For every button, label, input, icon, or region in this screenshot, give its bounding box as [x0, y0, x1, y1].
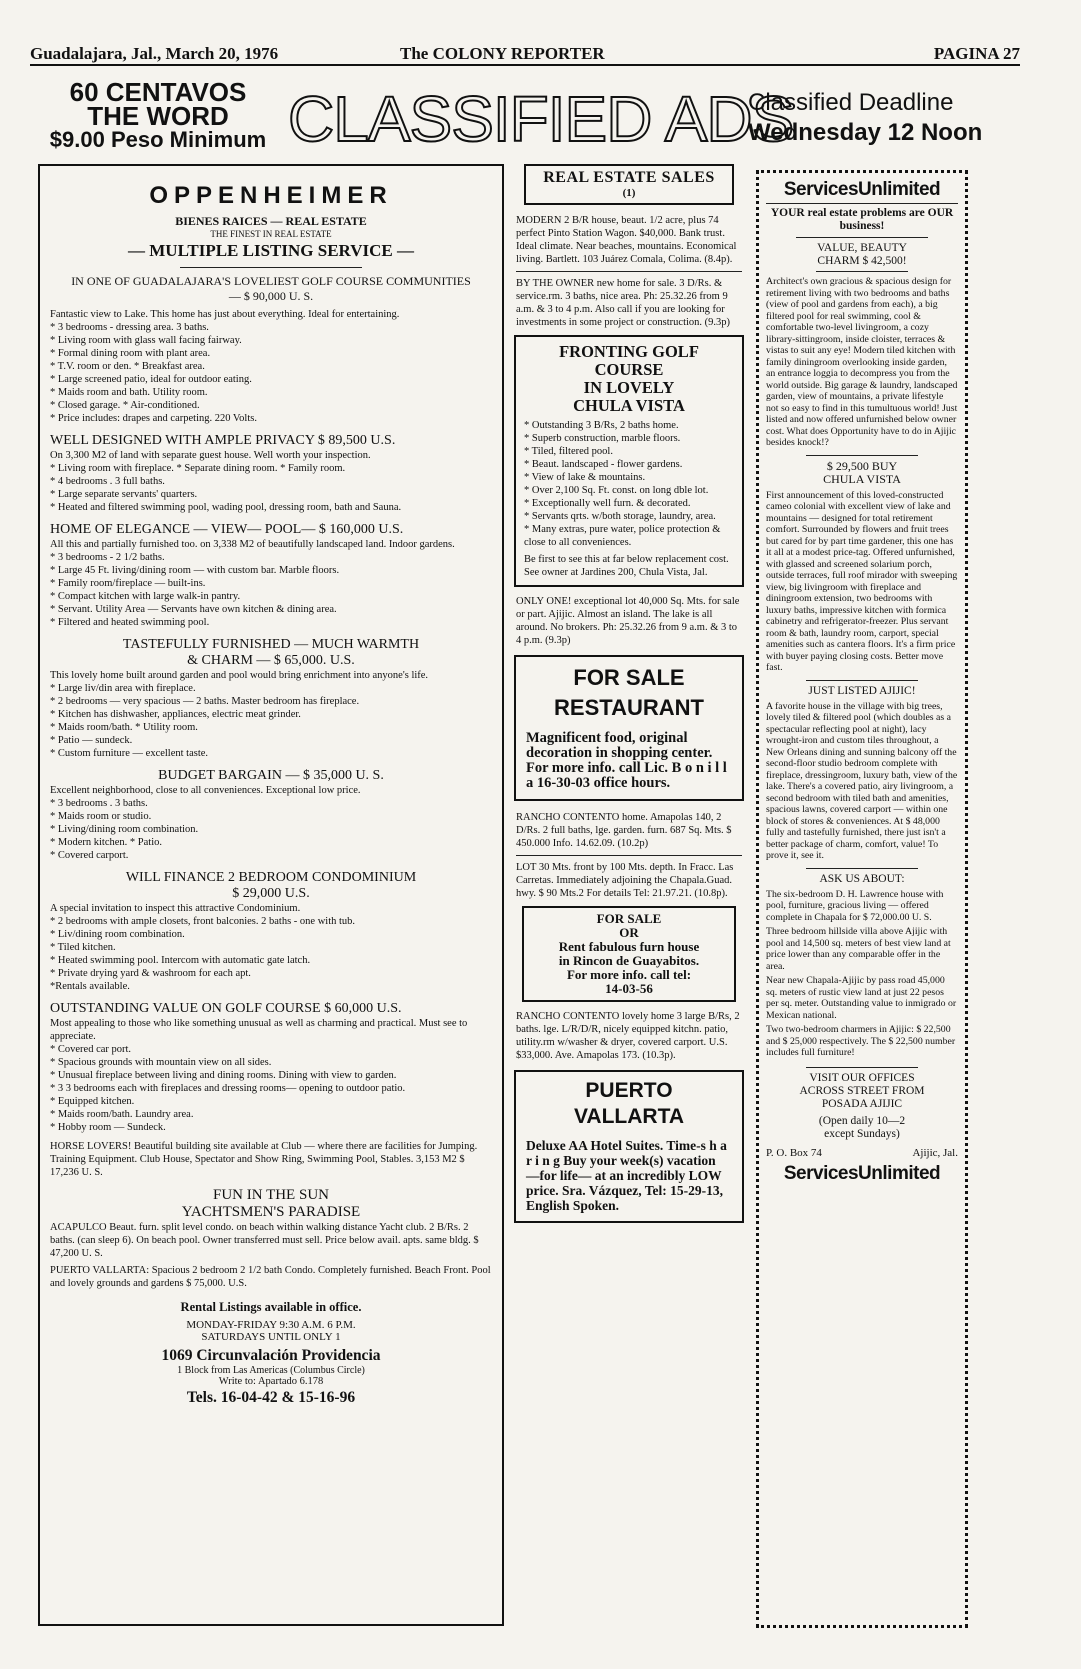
listing-1-heading: IN ONE OF GUADALAJARA'S LOVELIEST GOLF COURSE COMMUNITIES — $ 90,000 U. S. — [71, 274, 471, 303]
rate-line-2: THE WORD — [87, 101, 229, 131]
listing-7-heading: OUTSTANDING VALUE ON GOLF COURSE $ 60,000 U.S. — [50, 1001, 402, 1016]
listing-3-line: * Servant. Utility Area — Servants have own kitchen & dining area. — [50, 604, 337, 615]
restaurant-heading-2: RESTAURANT — [554, 695, 704, 720]
listing-1-line: * Closed garage. * Air-conditioned. — [50, 400, 200, 411]
listing-heading — [766, 242, 958, 268]
listing-5-line: * Modern kitchen. * Patio. — [50, 837, 162, 848]
listing-4-line: * Patio — sundeck. — [50, 735, 133, 746]
dateline: Guadalajara, Jal., March 20, 1976 — [30, 44, 279, 63]
listing-6-heading-a: WILL FINANCE 2 BEDROOM CONDOMINIUM — [125, 870, 417, 885]
agency-sub-1: BIENES RAICES — REAL ESTATE — [175, 214, 367, 228]
guayabitos-line: Rent fabulous furn house — [558, 939, 700, 954]
listing-8-heading-a: FUN IN THE SUN — [213, 1187, 329, 1203]
listing-4-heading-b: & CHARM — $ 65,000. U.S. — [187, 653, 355, 668]
golf-heading-line: CHULA VISTA — [573, 396, 685, 415]
listing-7-line: * Equipped kitchen. — [50, 1096, 135, 1107]
listing-6-heading-b: $ 29,000 U.S. — [232, 886, 310, 901]
classified-lot-carretas: LOT 30 Mts. front by 100 Mts. depth. In Fracc. Las Carretas. Immediately adjoining the Chapala.Guad. hwy. $ 90 Mts.2 For details Tel: 21.97.21. (10.8p). — [516, 862, 734, 899]
listing-3-line: * Large 45 Ft. living/dining room — with custom bar. Marble floors. — [50, 565, 340, 576]
timeshare-ad — [514, 1070, 744, 1223]
classified-rancho-contento-home: RANCHO CONTENTO home. Amapolas 140, 2 D/Rs. 2 full baths, lge. garden. furn. 687 Sq. Mts. $ 450.000 Info. 14.62.09. (10.2p) — [516, 812, 732, 849]
restaurant-ad — [514, 655, 744, 801]
golf-feature: * Tiled, filtered pool. — [524, 446, 613, 457]
agency-sub-2: THE FINEST IN REAL ESTATE — [210, 229, 332, 239]
listing-heading: ASK US ABOUT: — [819, 872, 905, 885]
section-number: (1) — [622, 187, 636, 199]
golf-feature: * Over 2,100 Sq. Ft. const. on long dble lot. — [524, 485, 709, 496]
listing-1-line: * 3 bedrooms - dressing area. 3 baths. — [50, 322, 209, 333]
listing-4-heading-a: TASTEFULLY FURNISHED — MUCH WARMTH — [122, 637, 420, 652]
listing-5-line: * Maids room or studio. — [50, 811, 152, 822]
middle-column — [512, 164, 746, 1634]
hours-weekday: MONDAY-FRIDAY 9:30 A.M. 6 P.M. — [186, 1319, 356, 1331]
listing-6-line: A special invitation to inspect this attractive Condominium. — [50, 903, 301, 914]
agency-slogan: YOUR real estate problems are OUR business! — [770, 207, 954, 232]
listing-2-body — [50, 449, 492, 514]
golf-feature: * Exceptionally well furn. & decorated. — [524, 498, 691, 509]
listing-2-line: * Living room with fireplace. * Separate dining room. * Family room. — [50, 463, 346, 474]
listing-5-line: * Living/dining room combination. — [50, 824, 199, 835]
page-number: PAGINA 27 — [933, 44, 1020, 63]
classified-modern-house: MODERN 2 B/R house, beaut. 1/2 acre, plus 74 perfect Pinto Station Wagon. $40,000. Bank trust. Ideal climate. Near beaches, mountains. Economical living. Bartlett. 103 Juárez Comala, Colima. (8.4p). — [516, 215, 737, 265]
golf-heading-line: IN LOVELY — [583, 378, 675, 397]
golf-heading-line: FRONTING GOLF — [559, 342, 699, 361]
office-line: (Open daily 10—2 — [818, 1114, 906, 1127]
head-rule — [30, 64, 1020, 66]
listing-7-line: * 3 3 bedrooms each with fireplaces and dressing rooms— opening to outdoor patio. — [50, 1083, 406, 1094]
section-heading: REAL ESTATE SALES — [543, 169, 715, 186]
golf-feature: * Superb construction, marble floors. — [524, 433, 681, 444]
listing-4-line: This lovely home built around garden and pool would bring enrichment into anyone's life. — [50, 670, 429, 681]
oppenheimer-ad — [38, 164, 504, 1626]
listing-chula-vista: First announcement of this loved-constructed cameo colonial with excellent view of lake and mountains — designed for total retirement comfort. Surrounded by flowers and fruit trees but cared for by part time gardener, this one has it all at a modest price-tag. Offered unfurnished, with glassed and screened solarium porch, outside terraces, full roof mirador with sweeping view, big livingroom with fireplace and diningroom extension, two bedrooms with luxury baths, impressive kitchen with formica cabinetry and refrigerator-freezer. Plus servant room & bath, laundry room, carport, special amenities such as cantera floors. It's a firm price with buyer paying closing costs. Better move fast. — [766, 489, 958, 673]
classified-by-owner: BY THE OWNER new home for sale. 3 D/Rs. & service.rm. 3 baths, nice area. Ph: 25.32.26 from 9 a.m. & 3 to 4 p.m. Also call if you are looking for investments in some project or construction. (9.3p) — [516, 278, 731, 328]
listing-6-line: * Private drying yard & washroom for each apt. — [50, 968, 251, 979]
listing-3-body — [50, 538, 492, 629]
guayabitos-ad — [522, 906, 736, 1002]
listing-7-line: * Spacious grounds with mountain view on all sides. — [50, 1057, 272, 1068]
listing-5-line: Excellent neighborhood, close to all conveniences. Exceptional low price. — [50, 785, 361, 796]
hours-saturday: SATURDAYS UNTIL ONLY 1 — [201, 1331, 341, 1343]
timeshare-body: Deluxe AA Hotel Suites. Time-s h a r i n g Buy your week(s) vacation —for life— at an incredibly LOW price. Sra. Vázquez, Tel: 15-29-13, English Spoken. — [526, 1138, 727, 1213]
listing-6-line: * 2 bedrooms with ample closets, front balconies. 2 baths - one with tub. — [50, 916, 356, 927]
rental-note: Rental Listings available in office. — [180, 1300, 362, 1314]
golf-heading-line: COURSE — [594, 360, 664, 379]
listing-4-line: * 2 bedrooms — very spacious — 2 baths. Master bedroom has fireplace. — [50, 696, 360, 707]
listing-1-line: Fantastic view to Lake. This home has just about everything. Ideal for entertaining. — [50, 309, 400, 320]
listing-3-line: * Family room/fireplace — built-ins. — [50, 578, 206, 589]
deadline-box — [748, 88, 1038, 148]
listing-heading — [766, 460, 958, 486]
listing-2-line: On 3,300 M2 of land with separate guest house. Well worth your inspection. — [50, 450, 371, 461]
agency-footer: ServicesUnlimited — [783, 1162, 941, 1184]
listing-8-heading-b: YACHTSMEN'S PARADISE — [181, 1204, 361, 1220]
listing-7-line: * Covered car port. — [50, 1044, 132, 1055]
office-info — [766, 1072, 958, 1141]
listing-6-line: *Rentals available. — [50, 981, 130, 992]
guayabitos-line: For more info. call tel: — [566, 967, 692, 982]
acapulco-listing: ACAPULCO Beaut. furn. split level condo. on beach within walking distance Yacht club. 2 B/Rs. 2 baths. (can sleep 6). On beach pool. Owner transferred must sell. Price below avail. apts. same bldg. $ 47,200 U. S. — [50, 1222, 479, 1259]
golf-course-closing: Be first to see this at far below replacement cost. See owner at Jardines 200, Chula Vista, Jal. — [524, 554, 729, 578]
office-address: 1069 Circunvalación Providencia — [161, 1347, 381, 1364]
mailing-address: Write to: Apartado 6.178 — [218, 1376, 324, 1387]
listing-6-heading — [50, 870, 492, 902]
listing-heading-a: VALUE, BEAUTY — [817, 242, 907, 254]
listing-rustic-land: Near new Chapala-Ajijic by pass road 45,000 sq. meters of rustic view land at just 22 pesos per sq. meter. Outstanding value to inmigrado or Mexican national. — [766, 975, 957, 1021]
listing-4-heading — [50, 637, 492, 669]
office-line: VISIT OUR OFFICES — [809, 1071, 915, 1084]
listing-1-line: * Price includes: drapes and carpeting. 220 Volts. — [50, 413, 257, 424]
guayabitos-line: FOR SALE — [596, 911, 662, 926]
listing-4-line: * Custom furniture — excellent taste. — [50, 748, 209, 759]
listing-2-line: * Heated and filtered swimming pool, wading pool, dressing room, bath and Sauna. — [50, 502, 402, 513]
golf-course-heading — [524, 343, 734, 415]
restaurant-heading-1: FOR SALE — [573, 665, 685, 690]
listing-2-heading: WELL DESIGNED WITH AMPLE PRIVACY $ 89,500 U.S. — [50, 433, 396, 448]
section-heading-box — [524, 164, 734, 205]
golf-feature: * Beaut. landscaped - flower gardens. — [524, 459, 683, 470]
listing-heading-b: CHULA VISTA — [823, 471, 901, 486]
listing-7-body — [50, 1017, 492, 1134]
listing-1-body — [50, 308, 492, 425]
office-line: except Sundays) — [824, 1127, 900, 1140]
listing-5-line: * Covered carport. — [50, 850, 129, 861]
office-line: ACROSS STREET FROM — [799, 1084, 925, 1097]
listing-4-line: * Kitchen has dishwasher, appliances, electric meat grinder. — [50, 709, 301, 720]
listing-heading: JUST LISTED AJIJIC! — [808, 684, 916, 697]
listing-4-line: * Maids room/bath. * Utility room. — [50, 722, 198, 733]
listing-3-line: * Compact kitchen with large walk-in pantry. — [50, 591, 241, 602]
listing-1-line: * Large screened patio, ideal for outdoor eating. — [50, 374, 252, 385]
guayabitos-line: 14-03-56 — [605, 981, 653, 996]
deadline-line-2: Wednesday 12 Noon — [748, 119, 983, 146]
mailing-info — [766, 1147, 958, 1159]
golf-course-features — [524, 419, 734, 549]
listing-architect-home: Architect's own gracious & spacious design for retirement living with two bedrooms and baths (view of pool and gardens from each), a big filtered pool for real swimming, cool & comfortable two-level livingroom, a cozy library-sittingroom, inside cloister, terraces & vistas to suit any eye! Modern tiled kitchen with family diningroom overlooking inside garden, an entrance loggia to decompress you from the world outside. Big garage & laundry, landscaped garden, view of mountains, a private lifestyle not so easy to find in this tumultuous world! Just listed and now offered unfurnished below owner cost. What does Opportunity have to do in Ajijic besides knock!? — [766, 276, 958, 448]
section-title: CLASSIFIED ADS — [288, 83, 794, 155]
office-line: POSADA AJIJIC — [821, 1097, 903, 1110]
listing-7-line: * Hobby room — Sundeck. — [50, 1122, 166, 1133]
golf-feature: * Outstanding 3 B/Rs, 2 baths home. — [524, 420, 679, 431]
golf-course-ad — [514, 335, 744, 587]
services-unlimited-ad — [756, 170, 968, 1628]
listing-7-line: Most appealing to those who like something unusual as well as charming and practical. Must see to appreciate. — [50, 1018, 468, 1042]
listing-1-line: * Formal dining room with plant area. — [50, 348, 211, 359]
classified-ajijic-lot: ONLY ONE! exceptional lot 40,000 Sq. Mts. for sale or part. Ajijic. Almost an island. The lake is all around. No brokers. Ph: 25.32.26 from 9 a.m. & 3 to 4 p.m. (9.3p) — [516, 596, 740, 646]
golf-feature: * Many extras, pure water, police protection & close to all conveniences. — [524, 524, 721, 548]
listing-5-heading: BUDGET BARGAIN — $ 35,000 U. S. — [158, 768, 384, 783]
address-landmark: 1 Block from Las Americas (Columbus Circle) — [177, 1365, 365, 1376]
guayabitos-line: in Rincon de Guayabitos. — [558, 953, 700, 968]
agency-name: OPPENHEIMER — [149, 182, 393, 209]
listing-heading-a: $ 29,500 BUY — [826, 458, 898, 473]
listing-8-heading — [50, 1187, 492, 1221]
listing-3-line: All this and partially furnished too. on 3,338 M2 of beautifully landscaped land. Indoor gardens. — [50, 539, 455, 550]
paper-name: The COLONY REPORTER — [400, 44, 605, 63]
timeshare-heading-2: VALLARTA — [573, 1105, 685, 1128]
listing-2-line: * Large separate servants' quarters. — [50, 489, 198, 500]
puerto-vallarta-listing: PUERTO VALLARTA: Spacious 2 bedroom 2 1/2 bath Condo. Completely furnished. Beach Front. Pool and lovely grounds and gardens $ 75,000. U.S. — [50, 1265, 491, 1289]
listing-hillside-villa: Three bedroom hillside villa above Ajijic with pool and 14,500 sq. meters of best view land at price lower than any comparable offer in the area. — [766, 926, 951, 972]
town: Ajijic, Jal. — [912, 1146, 958, 1159]
listing-6-line: * Liv/dining room combination. — [50, 929, 185, 940]
listing-lawrence-house: The six-bedroom D. H. Lawrence house with pool, furniture, gracious living — offered complete in Chapala for $ 72,000.00 U. S. — [766, 888, 944, 923]
phone-numbers: Tels. 16-04-42 & 15-16-96 — [186, 1389, 356, 1406]
golf-feature: * Servants qrts. w/both storage, laundry, area. — [524, 511, 716, 522]
listing-4-body — [50, 669, 492, 760]
office-hours — [50, 1319, 492, 1343]
listing-5-body — [50, 784, 492, 862]
listing-1-line: * T.V. room or den. * Breakfast area. — [50, 361, 205, 372]
listing-2-line: * 4 bedrooms . 3 full baths. — [50, 476, 165, 487]
golf-feature: * View of lake & mountains. — [524, 472, 646, 483]
po-box: P. O. Box 74 — [766, 1146, 822, 1159]
listing-1-line: * Maids room and bath. Utility room. — [50, 387, 208, 398]
listing-7-line: * Unusual fireplace between living and dining rooms. Dining with view to garden. — [50, 1070, 397, 1081]
listing-6-line: * Heated swimming pool. Intercom with automatic gate latch. — [50, 955, 311, 966]
listing-1-line: * Living room with glass wall facing fairway. — [50, 335, 242, 346]
listing-3-heading: HOME OF ELEGANCE — VIEW— POOL— $ 160,000 U.S. — [50, 522, 404, 537]
listing-3-line: * 3 bedrooms - 2 1/2 baths. — [50, 552, 165, 563]
rate-box — [28, 77, 288, 152]
listing-6-line: * Tiled kitchen. — [50, 942, 116, 953]
listing-7-line: * Maids room/bath. Laundry area. — [50, 1109, 194, 1120]
horse-lovers-listing: HORSE LOVERS! Beautiful building site available at Club — where there are facilities for Jumping. Training Equipment. Club House, Spectator and Show Ring, Swimming Pool, Stables. 3,153 M2 $ 17,236 U. S. — [50, 1141, 478, 1178]
restaurant-body: Magnificent food, original decoration in shopping center. For more info. call Lic. B o n i l l a 16-30-03 office hours. — [526, 730, 727, 791]
rate-line-3: $9.00 Peso Minimum — [49, 127, 267, 152]
rate-line-1: 60 CENTAVOS — [69, 77, 247, 107]
listing-ajijic-favorite: A favorite house in the village with big trees, lovely tiled & filtered pool (which doubles as a spectacular reflecting pool at night), lacy wrought-iron and custom tiles throughout, a New Orleans dining and sunning balcony off the second-floor studio bedroom complete with fireplace, dressingroom, luxury bath, view of the lake. There's a covered patio, airy livingroom, a second bedroom with tiled bath and amenities, spacious lawns, covered carport — within one block of stores & conveniences. At $ 48,000 fully and tastefully furnished, there just isn't a better package of charm, comfort, value! To prove it, see it. — [766, 700, 958, 861]
guayabitos-line: OR — [619, 925, 639, 940]
classified-rancho-contento-lovely: RANCHO CONTENTO lovely home 3 large B/Rs, 2 baths. lge. L/R/D/R, nicely equipped kitchn. patio, utility.rm w/washer & dryer, covered carport. U.S. $33,000. Ave. Amapolas 173. (10.3p). — [516, 1011, 740, 1061]
listing-3-line: * Filtered and heated swimming pool. — [50, 617, 210, 628]
listing-5-line: * 3 bedrooms . 3 baths. — [50, 798, 148, 809]
listing-4-line: * Large liv/din area with fireplace. — [50, 683, 196, 694]
timeshare-heading-1: PUERTO — [585, 1079, 673, 1102]
listing-heading-b: CHARM $ 42,500! — [817, 255, 907, 267]
deadline-line-1: Classified Deadline — [748, 89, 954, 116]
agency-title: ServicesUnlimited — [783, 179, 941, 200]
mls-line: — MULTIPLE LISTING SERVICE — — [128, 241, 414, 260]
listing-two-charmers: Two two-bedroom charmers in Ajijic: $ 22,500 and $ 25,000 respectively. The $ 22,500 number includes full furniture! — [766, 1024, 956, 1058]
listing-6-body — [50, 902, 492, 993]
